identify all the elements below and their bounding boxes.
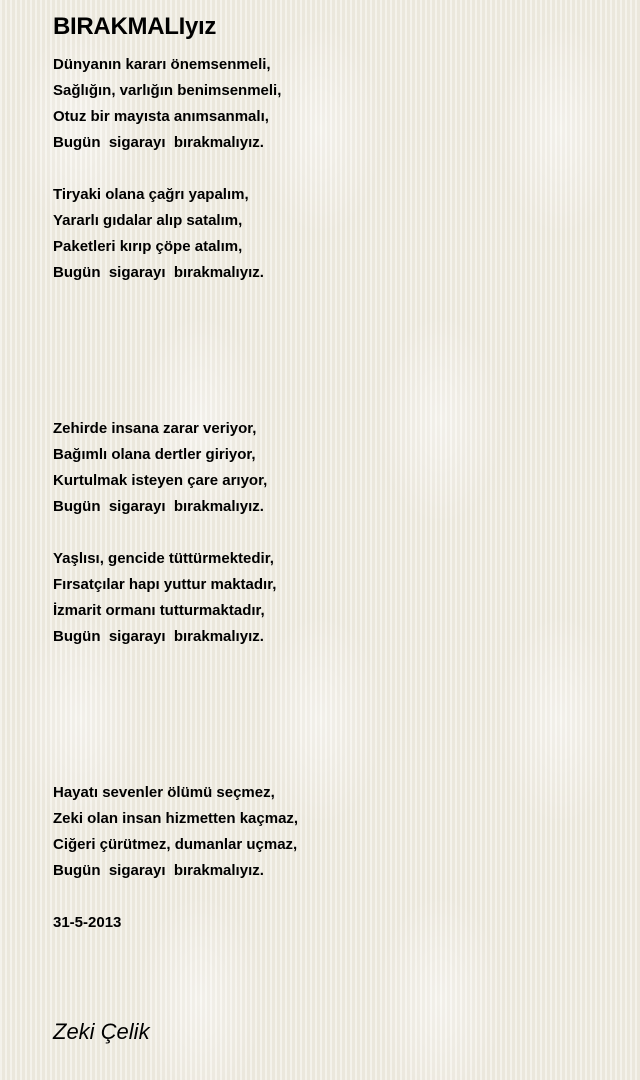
poem-line: Bugün sigarayı bırakmalıyız. bbox=[53, 134, 264, 151]
poem-line: Ciğeri çürütmez, dumanlar uçmaz, bbox=[53, 836, 298, 853]
poem-line: Bugün sigarayı bırakmalıyız. bbox=[53, 264, 264, 281]
stanza-3 bbox=[53, 416, 613, 520]
poem-line: Otuz bir mayısta anımsanmalı, bbox=[53, 108, 269, 125]
poem-line: Bugün sigarayı bırakmalıyız. bbox=[53, 498, 264, 515]
poem-line: Zehirde insana zarar veriyor, bbox=[53, 420, 257, 437]
poem-line: Sağlığın, varlığın benimsenmeli, bbox=[53, 82, 282, 99]
stanza-4 bbox=[53, 546, 613, 650]
stanza-2 bbox=[53, 182, 613, 286]
poem-line: Yaşlısı, gencide tüttürmektedir, bbox=[53, 550, 274, 567]
poem-line: Dünyanın kararı önemsenmeli, bbox=[53, 56, 271, 73]
poem-line: Kurtulmak isteyen çare arıyor, bbox=[53, 472, 268, 489]
stanza-5 bbox=[53, 780, 613, 884]
poem-line: Bugün sigarayı bırakmalıyız. bbox=[53, 628, 264, 645]
poem-body bbox=[53, 52, 613, 936]
poem-line: Hayatı sevenler ölümü seçmez, bbox=[53, 784, 275, 801]
poem-line: Bağımlı olana dertler giriyor, bbox=[53, 446, 256, 463]
poem-line: İzmarit ormanı tutturmaktadır, bbox=[53, 602, 265, 619]
poem-date: 31-5-2013 bbox=[53, 914, 122, 931]
poem-line: Paketleri kırıp çöpe atalım, bbox=[53, 238, 243, 255]
poem-line: Bugün sigarayı bırakmalıyız. bbox=[53, 862, 264, 879]
poem-line: Zeki olan insan hizmetten kaçmaz, bbox=[53, 810, 299, 827]
poem-line: Yararlı gıdalar alıp satalım, bbox=[53, 212, 243, 229]
poem-title: BIRAKMALIyız bbox=[53, 13, 217, 40]
poem-line: Tiryaki olana çağrı yapalım, bbox=[53, 186, 249, 203]
stanza-1 bbox=[53, 52, 613, 156]
poem-line: Fırsatçılar hapı yuttur maktadır, bbox=[53, 576, 277, 593]
poem-author: Zeki Çelik bbox=[53, 1019, 150, 1044]
